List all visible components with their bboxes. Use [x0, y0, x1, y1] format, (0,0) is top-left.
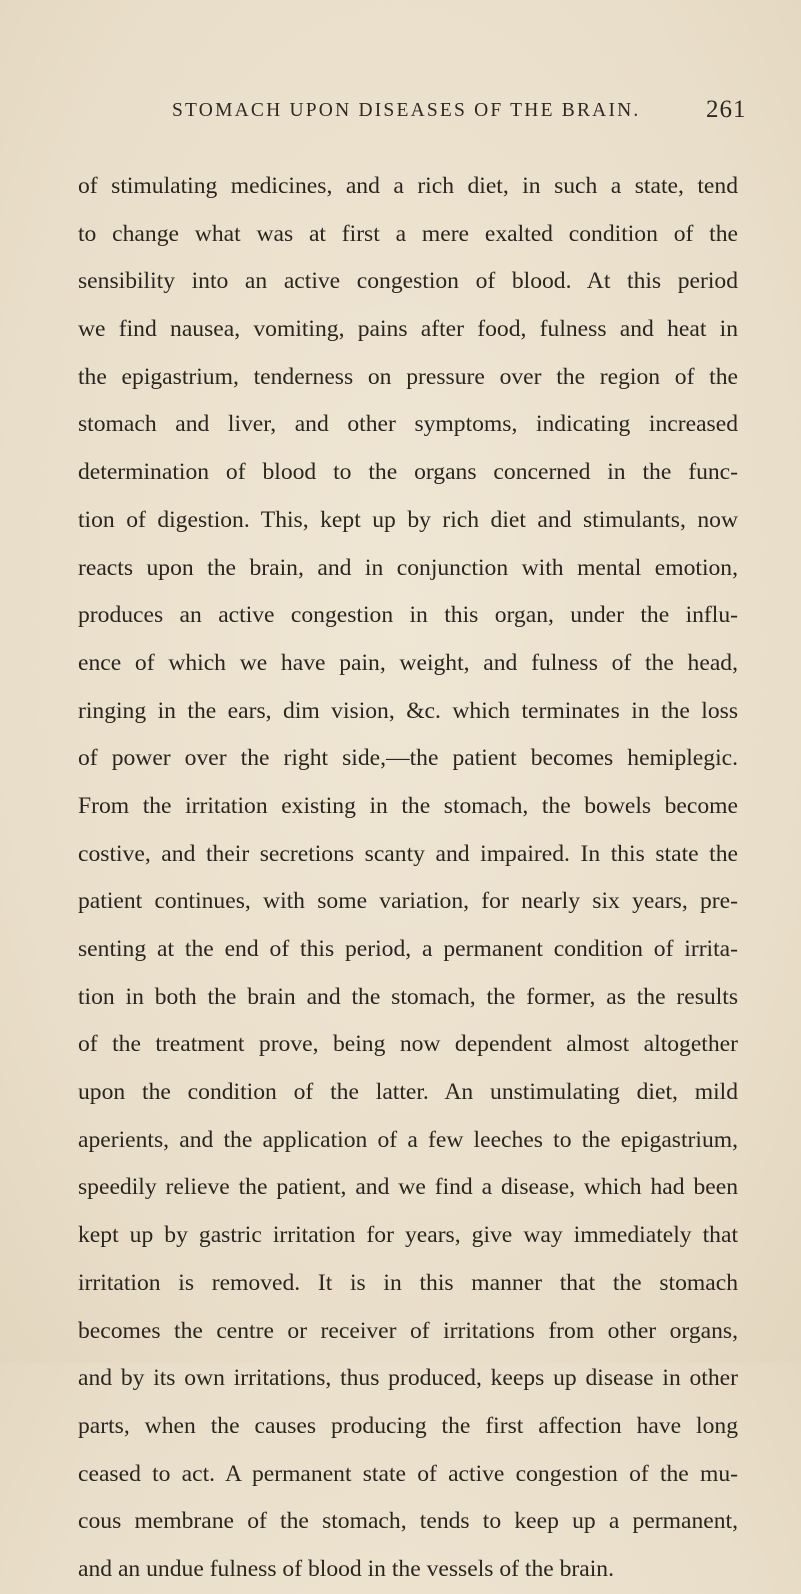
text-line: sensibility into an active congestion of blood. At this period — [78, 268, 738, 295]
body-paragraph — [78, 163, 738, 1594]
text-line: kept up by gastric irritation for years, give way immediately that — [78, 1222, 738, 1249]
text-line: determination of blood to the organs concerned in the func- — [78, 459, 738, 486]
text-line: senting at the end of this period, a permanent condition of irrita- — [78, 936, 738, 962]
text-line: ceased to act. A permanent state of active congestion of the mu- — [78, 1460, 738, 1487]
text-line: reacts upon the brain, and in conjunction with mental emotion, — [78, 554, 738, 581]
text-line: the epigastrium, tenderness on pressure over the region of the — [78, 363, 738, 390]
text-line: becomes the centre or receiver of irritations from other organs, — [78, 1317, 738, 1344]
text-line: of stimulating medicines, and a rich diet, in such a state, tend — [78, 173, 738, 199]
page-number: 261 — [706, 96, 747, 123]
text-line: irritation is removed. It is in this manner that the stomach — [78, 1269, 738, 1296]
text-line: speedily relieve the patient, and we find a disease, which had been — [78, 1174, 738, 1201]
text-line: tion of digestion. This, kept up by rich diet and stimulants, now — [78, 506, 738, 533]
text-line: produces an active congestion in this organ, under the influ- — [78, 602, 738, 629]
text-line: aperients, and the application of a few leeches to the epigastrium, — [78, 1126, 738, 1153]
text-line: From the irritation existing in the stomach, the bowels become — [78, 792, 738, 819]
text-line: of the treatment prove, being now dependent almost altogether — [78, 1031, 738, 1058]
text-line: tion in both the brain and the stomach, the former, as the results — [78, 983, 738, 1010]
text-line: patient continues, with some variation, for nearly six years, pre- — [78, 888, 738, 915]
text-line: costive, and their secretions scanty and impaired. In this state the — [78, 840, 738, 867]
text-line: parts, when the causes producing the first affection have long — [78, 1412, 738, 1439]
text-line: to change what was at first a mere exalted condition of the — [78, 220, 738, 247]
text-line: of power over the right side,—the patient becomes hemiplegic. — [78, 745, 738, 772]
text-line: we find nausea, vomiting, pains after food, fulness and heat in — [78, 316, 738, 343]
text-line: upon the condition of the latter. An unstimulating diet, mild — [78, 1079, 738, 1106]
text-line: and by its own irritations, thus produced, keeps up disease in other — [78, 1365, 738, 1392]
text-line: ringing in the ears, dim vision, &c. which terminates in the loss — [78, 697, 738, 724]
text-line: and an undue fulness of blood in the vessels of the brain. — [78, 1555, 614, 1582]
running-title: STOMACH UPON DISEASES OF THE BRAIN. — [172, 100, 641, 121]
text-line: cous membrane of the stomach, tends to keep up a permanent, — [78, 1508, 738, 1535]
text-line: stomach and liver, and other symptoms, indicating increased — [78, 411, 738, 438]
text-line: ence of which we have pain, weight, and fulness of the head, — [78, 649, 738, 676]
